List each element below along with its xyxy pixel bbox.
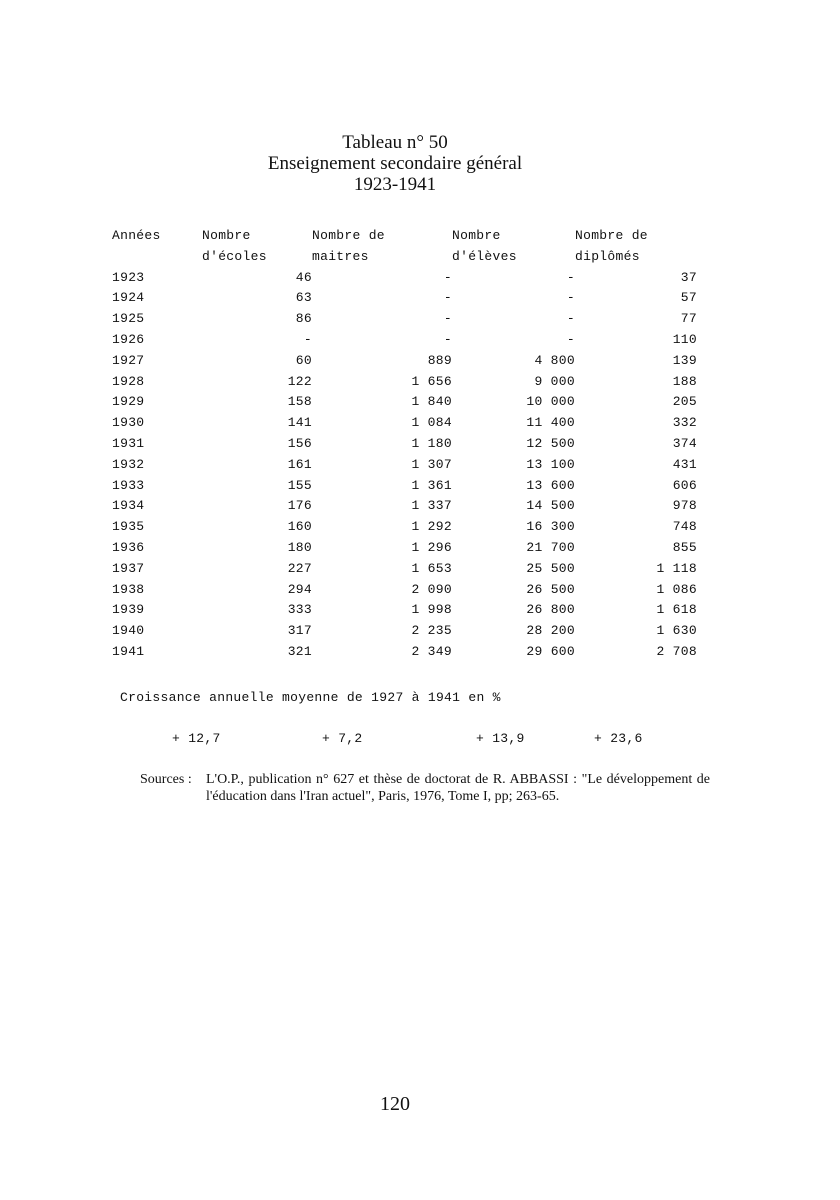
cell-maitres: -	[443, 311, 452, 327]
cell-eleves: -	[566, 290, 575, 306]
cell-ecoles: 294	[287, 581, 312, 597]
cell-diplomes: 77	[680, 311, 697, 327]
cell-eleves: 11 400	[526, 415, 575, 431]
table-body	[112, 268, 697, 663]
cell-eleves: 14 500	[526, 498, 575, 514]
cell-diplomes: 188	[672, 373, 697, 389]
cell-ecoles: 180	[287, 539, 312, 555]
cell-maitres: 1 337	[411, 498, 452, 514]
cell-diplomes: 374	[672, 435, 697, 451]
table-row	[112, 621, 697, 642]
growth-maitres: + 7,2	[322, 731, 363, 746]
cell-ecoles: 176	[287, 498, 312, 514]
header-eleves-line2: d'élèves	[452, 248, 517, 264]
cell-ecoles: 156	[287, 435, 312, 451]
cell-maitres: 2 235	[411, 623, 452, 639]
growth-label: Croissance annuelle moyenne de 1927 à 1941 en %	[120, 690, 501, 705]
cell-year: 1927	[112, 352, 145, 368]
cell-year: 1932	[112, 456, 145, 472]
cell-diplomes: 1 618	[656, 602, 697, 618]
header-diplomes: Nombre de	[575, 228, 648, 243]
cell-diplomes: 37	[680, 269, 697, 285]
cell-year: 1926	[112, 331, 145, 347]
cell-ecoles: 321	[287, 643, 312, 659]
cell-diplomes: 748	[672, 519, 697, 535]
cell-year: 1937	[112, 560, 145, 576]
cell-eleves: -	[566, 311, 575, 327]
cell-eleves: 25 500	[526, 560, 575, 576]
cell-eleves: 26 500	[526, 581, 575, 597]
cell-maitres: 1 840	[411, 394, 452, 410]
cell-maitres: 2 090	[411, 581, 452, 597]
cell-maitres: 1 180	[411, 435, 452, 451]
table-row	[112, 309, 697, 330]
cell-diplomes: 978	[672, 498, 697, 514]
cell-year: 1931	[112, 435, 145, 451]
header-ecoles: Nombre	[202, 228, 251, 243]
cell-ecoles: 46	[295, 269, 312, 285]
growth-ecoles: + 12,7	[172, 731, 221, 746]
header-row-2	[112, 247, 697, 268]
table-row	[112, 580, 697, 601]
cell-year: 1936	[112, 539, 145, 555]
cell-year: 1939	[112, 602, 145, 618]
table-row	[112, 559, 697, 580]
cell-diplomes: 332	[672, 415, 697, 431]
cell-diplomes: 205	[672, 394, 697, 410]
table-row	[112, 372, 697, 393]
table-row	[112, 496, 697, 517]
table-row	[112, 455, 697, 476]
cell-year: 1935	[112, 519, 145, 535]
cell-ecoles: 60	[295, 352, 312, 368]
cell-diplomes: 1 118	[656, 560, 697, 576]
cell-year: 1930	[112, 415, 145, 431]
header-diplomes-line2: diplômés	[575, 248, 640, 264]
cell-diplomes: 431	[672, 456, 697, 472]
cell-diplomes: 1 086	[656, 581, 697, 597]
header-eleves: Nombre	[452, 228, 501, 243]
cell-diplomes: 1 630	[656, 623, 697, 639]
table-row	[112, 268, 697, 289]
title-line-3: 1923-1941	[353, 174, 437, 195]
table-row	[112, 476, 697, 497]
cell-ecoles: 158	[287, 394, 312, 410]
sources-note	[140, 772, 710, 805]
cell-ecoles: -	[303, 331, 312, 347]
cell-year: 1924	[112, 290, 145, 306]
cell-diplomes: 2 708	[656, 643, 697, 659]
cell-diplomes: 139	[672, 352, 697, 368]
header-maitres: Nombre de	[312, 228, 385, 243]
cell-eleves: 13 100	[526, 456, 575, 472]
cell-year: 1934	[112, 498, 145, 514]
cell-ecoles: 227	[287, 560, 312, 576]
cell-ecoles: 141	[287, 415, 312, 431]
cell-diplomes: 110	[672, 331, 697, 347]
data-table	[112, 226, 697, 663]
cell-eleves: 29 600	[526, 643, 575, 659]
table-row	[112, 434, 697, 455]
table-row	[112, 392, 697, 413]
cell-eleves: -	[566, 331, 575, 347]
table-row	[112, 351, 697, 372]
cell-year: 1923	[112, 269, 145, 285]
cell-year: 1925	[112, 311, 145, 327]
growth-diplomes: + 23,6	[594, 731, 643, 746]
cell-eleves: -	[566, 269, 575, 285]
cell-eleves: 21 700	[526, 539, 575, 555]
cell-eleves: 28 200	[526, 623, 575, 639]
cell-maitres: 1 292	[411, 519, 452, 535]
cell-maitres: -	[443, 269, 452, 285]
header-annees: Années	[112, 228, 161, 243]
cell-year: 1928	[112, 373, 145, 389]
page-number: 120	[380, 1093, 410, 1115]
cell-ecoles: 317	[287, 623, 312, 639]
header-ecoles-line2: d'écoles	[202, 248, 267, 264]
cell-ecoles: 86	[295, 311, 312, 327]
cell-ecoles: 63	[295, 290, 312, 306]
cell-ecoles: 333	[287, 602, 312, 618]
cell-year: 1933	[112, 477, 145, 493]
header-maitres-line2: maitres	[312, 248, 369, 264]
cell-year: 1941	[112, 643, 145, 659]
table-title	[0, 132, 790, 195]
cell-year: 1940	[112, 623, 145, 639]
cell-maitres: 2 349	[411, 643, 452, 659]
table-row	[112, 600, 697, 621]
cell-eleves: 26 800	[526, 602, 575, 618]
cell-eleves: 4 800	[534, 352, 575, 368]
cell-year: 1929	[112, 394, 145, 410]
cell-maitres: 1 084	[411, 415, 452, 431]
title-line-2: Enseignement secondaire général	[267, 153, 523, 174]
table-row	[112, 517, 697, 538]
growth-values	[0, 731, 840, 751]
cell-maitres: 1 361	[411, 477, 452, 493]
table-row	[112, 330, 697, 351]
cell-diplomes: 57	[680, 290, 697, 306]
cell-ecoles: 160	[287, 519, 312, 535]
cell-diplomes: 606	[672, 477, 697, 493]
cell-eleves: 10 000	[526, 394, 575, 410]
cell-maitres: 889	[427, 352, 452, 368]
growth-eleves: + 13,9	[476, 731, 525, 746]
table-row	[112, 413, 697, 434]
sources-label: Sources :	[140, 772, 192, 787]
table-row	[112, 288, 697, 309]
cell-eleves: 9 000	[534, 373, 575, 389]
table-row	[112, 642, 697, 663]
cell-maitres: 1 998	[411, 602, 452, 618]
cell-ecoles: 122	[287, 373, 312, 389]
cell-eleves: 12 500	[526, 435, 575, 451]
cell-eleves: 16 300	[526, 519, 575, 535]
cell-maitres: 1 653	[411, 560, 452, 576]
cell-maitres: 1 656	[411, 373, 452, 389]
header-row-1	[112, 226, 697, 247]
table-row	[112, 538, 697, 559]
cell-ecoles: 155	[287, 477, 312, 493]
cell-maitres: -	[443, 290, 452, 306]
title-line-1: Tableau n° 50	[342, 132, 448, 153]
cell-eleves: 13 600	[526, 477, 575, 493]
cell-year: 1938	[112, 581, 145, 597]
cell-maitres: -	[443, 331, 452, 347]
cell-maitres: 1 296	[411, 539, 452, 555]
cell-ecoles: 161	[287, 456, 312, 472]
cell-diplomes: 855	[672, 539, 697, 555]
sources-text: L'O.P., publication n° 627 et thèse de doctorat de R. ABBASSI : "Le développement de l'éducation dans l'Iran actuel", Paris, 1976, Tome I, pp; 263-65.	[206, 772, 710, 804]
cell-maitres: 1 307	[411, 456, 452, 472]
